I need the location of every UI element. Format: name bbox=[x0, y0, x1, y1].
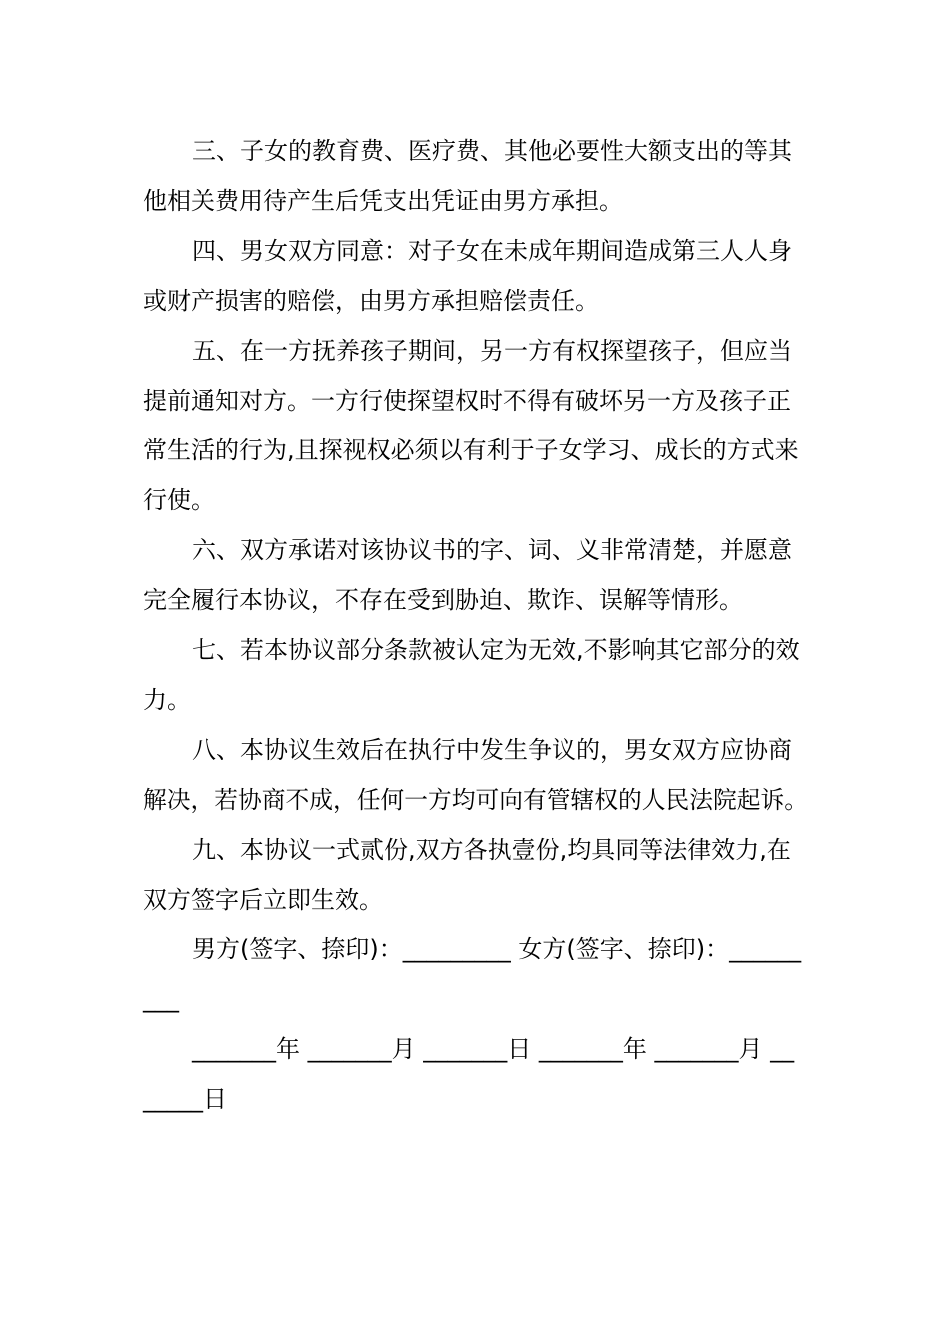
clause-7-line-2: 力。 bbox=[143, 686, 191, 714]
clause-5-line-2: 提前通知对方。一方行使探望权时不得有破坏另一方及孩子正 bbox=[143, 387, 791, 415]
clause-9-line-1: 九、本协议一式贰份,双方各执壹份,均具同等法律效力,在 bbox=[192, 836, 791, 864]
clause-3-line-2: 他相关费用待产生后凭支出凭证由男方承担。 bbox=[143, 187, 623, 215]
clause-6-line-2: 完全履行本协议，不存在受到胁迫、欺诈、误解等情形。 bbox=[143, 586, 743, 614]
clause-3-line-1: 三、子女的教育费、医疗费、其他必要性大额支出的等其 bbox=[192, 137, 792, 165]
date-line-2: _____日 bbox=[143, 1085, 227, 1113]
clause-8-line-2: 解决，若协商不成，任何一方均可向有管辖权的人民法院起诉。 bbox=[143, 786, 808, 814]
clause-6-line-1: 六、双方承诺对该协议书的字、词、义非常清楚，并愿意 bbox=[192, 536, 792, 564]
clause-5-line-3: 常生活的行为,且探视权必须以有利于子女学习、成长的方式来 bbox=[143, 436, 799, 464]
clause-7-line-1: 七、若本协议部分条款被认定为无效,不影响其它部分的效 bbox=[192, 636, 800, 664]
clause-8-line-1: 八、本协议生效后在执行中发生争议的，男女双方应协商 bbox=[192, 736, 792, 764]
clause-5-line-4: 行使。 bbox=[143, 486, 215, 514]
clause-4-line-1: 四、男女双方同意：对子女在未成年期间造成第三人人身 bbox=[192, 237, 792, 265]
clause-5-line-1: 五、在一方抚养孩子期间，另一方有权探望孩子，但应当 bbox=[192, 337, 792, 365]
signature-line-1: 男方(签字、捺印)：_________ 女方(签字、捺印)：______ bbox=[192, 935, 802, 963]
signature-line-2: ___ bbox=[143, 985, 179, 1013]
date-line-1: _______年 _______月 _______日 _______年 _______月 __ bbox=[192, 1035, 795, 1063]
clause-4-line-2: 或财产损害的赔偿，由男方承担赔偿责任。 bbox=[143, 287, 599, 315]
clause-9-line-2: 双方签字后立即生效。 bbox=[143, 886, 383, 914]
